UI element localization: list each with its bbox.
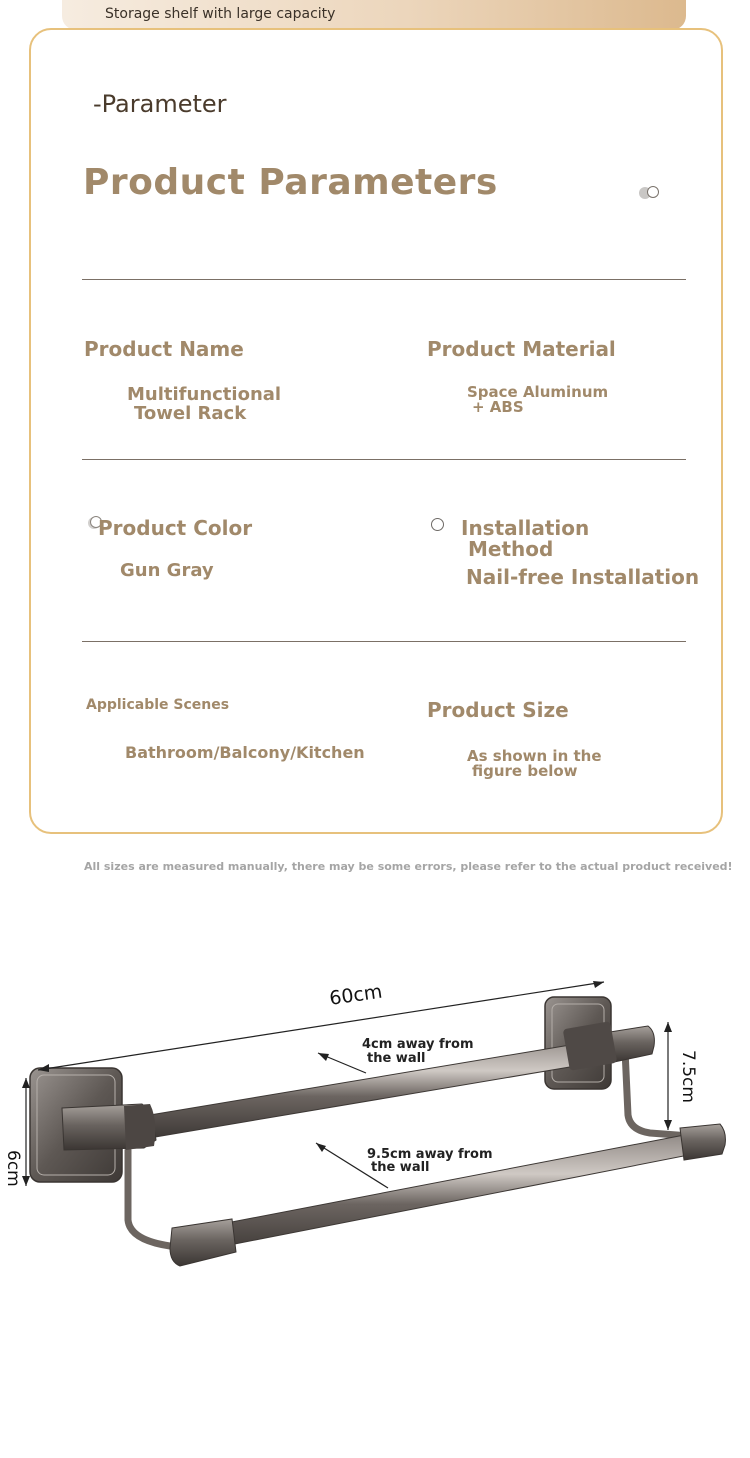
product-name-value-line2: Towel Rack: [134, 403, 247, 424]
product-material-label: Product Material: [427, 337, 616, 361]
right-height-dimension-label: 7.5cm: [678, 1050, 698, 1103]
product-size-label: Product Size: [427, 698, 569, 722]
parameter-card: [29, 28, 723, 834]
length-dimension-label: 60cm: [328, 980, 384, 1010]
measurement-disclaimer: All sizes are measured manually, there may be some errors, please refer to the actual product received!: [84, 860, 733, 873]
product-material-value-line1: Space Aluminum: [467, 383, 609, 401]
bullet-icon: [431, 518, 444, 531]
toggle-icon: [639, 186, 661, 200]
top-banner: [62, 0, 686, 30]
left-height-dimension-label: 6cm: [3, 1150, 23, 1187]
product-name-label: Product Name: [84, 337, 244, 361]
product-size-value-line1: As shown in the: [467, 747, 602, 765]
applicable-scenes-label: Applicable Scenes: [86, 697, 230, 713]
lower-left-cap: [170, 1219, 236, 1266]
lower-bar-distance-line2: the wall: [371, 1160, 430, 1175]
product-material-value-line2: + ABS: [472, 398, 524, 416]
towel-rack-illustration: [0, 960, 750, 1290]
parameter-title: Product Parameters: [83, 162, 498, 203]
applicable-scenes-value: Bathroom/Balcony/Kitchen: [125, 743, 365, 762]
upper-bar-distance-line1: 4cm away from: [362, 1037, 474, 1052]
installation-method-value: Nail-free Installation: [466, 565, 700, 589]
divider-3: [82, 641, 686, 642]
installation-method-label-line1: Installation: [461, 516, 590, 540]
divider-1: [82, 279, 686, 280]
installation-method-label-line2: Method: [468, 537, 554, 561]
product-size-value-line2: figure below: [472, 762, 578, 780]
product-name-value-line1: Multifunctional: [127, 384, 282, 405]
banner-text: Storage shelf with large capacity: [105, 6, 336, 22]
upper-bar-distance-line2: the wall: [367, 1051, 426, 1066]
product-color-label: Product Color: [98, 516, 253, 540]
divider-2: [82, 459, 686, 460]
product-color-value: Gun Gray: [120, 560, 214, 581]
parameter-subtitle: -Parameter: [93, 90, 227, 118]
lower-right-cap: [680, 1124, 725, 1160]
lower-bar-distance-line1: 9.5cm away from: [367, 1147, 493, 1162]
upper-right-cap: [610, 1026, 654, 1062]
